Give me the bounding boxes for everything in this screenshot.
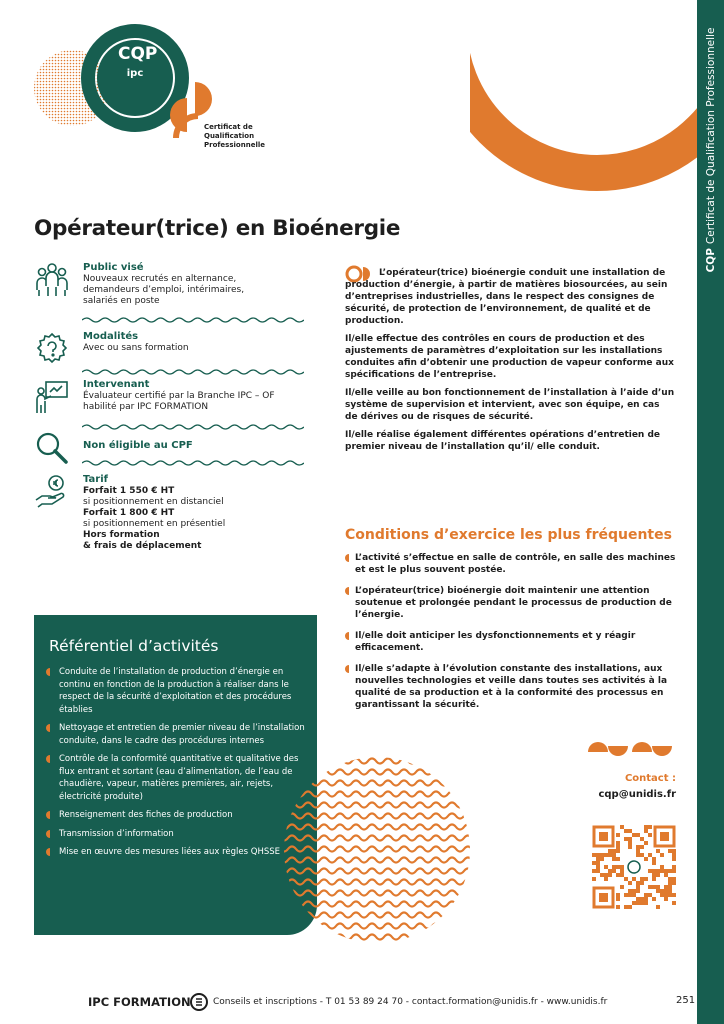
magnifier-icon <box>34 430 70 466</box>
referentiel-item: Renseignement des fiches de production <box>46 809 311 822</box>
intro-text <box>345 267 675 459</box>
qr-cell <box>616 873 620 877</box>
qr-cell <box>644 877 648 881</box>
qr-cell <box>596 861 600 865</box>
qr-cell <box>628 881 632 885</box>
info-public-title: Public visé <box>83 262 144 273</box>
qr-cell <box>632 877 636 881</box>
info-cpf-title: Non éligible au CPF <box>83 440 193 451</box>
qr-cell <box>624 905 628 909</box>
qr-cell <box>628 841 632 845</box>
qr-cell <box>648 833 652 837</box>
info-public-line: demandeurs d’emploi, intérimaires, <box>83 285 245 295</box>
conditions-list <box>345 552 680 720</box>
qr-cell <box>664 873 668 877</box>
qr-cell <box>624 829 628 833</box>
qr-cell <box>636 885 640 889</box>
qr-cell <box>604 865 608 869</box>
qr-cell <box>596 853 600 857</box>
conditions-item: L’activité s’effectue en salle de contrôle, en salle des machines et est le plus souvent postée. <box>345 552 680 576</box>
decorative-wave-circle <box>282 755 472 945</box>
qr-cell <box>640 853 644 857</box>
info-public-line: Nouveaux recrutés en alternance, <box>83 274 237 284</box>
referentiel-item: Conduite de l’installation de production d’énergie en continu en fonction de la production à réaliser dans le respect de la sécurité d’exploitation et des procédures établies <box>46 666 311 716</box>
qr-cell <box>628 889 632 893</box>
qr-cell <box>644 825 648 829</box>
qr-cell <box>660 889 664 893</box>
qr-cell <box>644 857 648 861</box>
qr-cell <box>604 853 608 857</box>
qr-cell <box>672 877 676 881</box>
footer-brand: IPC FORMATION <box>88 995 191 1009</box>
wave-line <box>282 836 472 841</box>
qr-cell <box>652 897 656 901</box>
qr-cell <box>636 901 640 905</box>
qr-cell <box>636 897 640 901</box>
qr-cell <box>628 893 632 897</box>
qr-cell <box>644 829 648 833</box>
wave-line <box>282 858 472 863</box>
qr-cell <box>652 861 656 865</box>
wave-line <box>282 759 472 764</box>
referentiel-item: Mise en œuvre des mesures liées aux règles QHSSE <box>46 846 311 859</box>
qr-cell <box>620 869 624 873</box>
qr-cell <box>656 849 660 853</box>
qr-cell <box>616 905 620 909</box>
info-intervenant-title: Intervenant <box>83 379 150 390</box>
referentiel-list <box>46 666 311 865</box>
qr-cell <box>672 857 676 861</box>
qr-cell <box>656 873 660 877</box>
ipc-formation-logo-icon <box>190 993 208 1011</box>
info-tarif-line: si positionnement en distanciel <box>83 497 224 507</box>
qr-cell <box>628 829 632 833</box>
group-people-icon <box>34 262 70 298</box>
qr-cell <box>656 905 660 909</box>
qr-cell <box>668 877 672 881</box>
qr-code[interactable] <box>592 825 676 909</box>
qr-cell <box>648 853 652 857</box>
page-number: 251 <box>676 995 696 1006</box>
wave-line <box>282 935 472 940</box>
presenter-board-icon <box>34 379 70 415</box>
qr-cell <box>648 869 652 873</box>
qr-cell <box>620 865 624 869</box>
qr-cell <box>632 889 636 893</box>
logo-cqp-text: CQP <box>118 44 158 64</box>
wave-line <box>282 902 472 907</box>
qr-cell <box>640 881 644 885</box>
qr-cell <box>620 873 624 877</box>
qr-cell <box>652 885 656 889</box>
qr-cell <box>664 889 668 893</box>
referentiel-item: Contrôle de la conformité quantitative et qualitative des flux entrant et sortant (eau d’alimentation, de l’eau de chaudière, vapeur, matières premières, air, rejets, électricité produite) <box>46 753 311 803</box>
qr-cell <box>616 841 620 845</box>
wave-line <box>282 803 472 808</box>
qr-cell <box>612 853 616 857</box>
qr-cell <box>672 893 676 897</box>
qr-cell <box>652 873 656 877</box>
qr-cell <box>612 857 616 861</box>
referentiel-title: Référentiel d’activités <box>49 637 219 655</box>
qr-cell <box>636 881 640 885</box>
qr-cell <box>640 877 644 881</box>
info-intervenant-line: habilité par IPC FORMATION <box>83 402 209 412</box>
info-tarif <box>34 474 304 564</box>
info-tarif-line: Forfait 1 550 € HT <box>83 486 175 496</box>
qr-cell <box>640 845 644 849</box>
qr-cell <box>636 849 640 853</box>
qr-cell <box>668 889 672 893</box>
qr-cell <box>592 853 596 857</box>
intro-paragraph: Il/elle veille au bon fonctionnement de l’installation à l’aide d’un système de supervision et intervient, avec son équipe, en cas de dérives ou de risques de sécurité. <box>345 388 675 422</box>
qr-cell <box>640 901 644 905</box>
qr-cell <box>644 841 648 845</box>
gear-question-icon <box>34 331 70 367</box>
cqp-logo <box>30 20 230 160</box>
wave-line <box>282 891 472 896</box>
qr-cell <box>660 865 664 869</box>
qr-cell <box>656 869 660 873</box>
info-public <box>34 262 304 312</box>
qr-cell <box>628 905 632 909</box>
footer <box>88 993 648 1013</box>
side-band-text: Certificat de Qualification Professionnelle <box>704 27 717 245</box>
decorative-orange-ring <box>470 0 697 200</box>
qr-cell <box>664 885 668 889</box>
qr-cell <box>636 889 640 893</box>
info-tarif-line: Forfait 1 800 € HT <box>83 508 175 518</box>
wave-divider <box>82 368 304 376</box>
qr-cell <box>616 893 620 897</box>
side-band-brand: CQP <box>704 248 717 273</box>
qr-cell <box>636 833 640 837</box>
qr-cell <box>656 885 660 889</box>
conditions-title: Conditions d’exercice les plus fréquentes <box>345 527 672 543</box>
footer-contact-info: Conseils et inscriptions - T 01 53 89 24 70 - contact.formation@unidis.fr - www.unidis.fr <box>213 997 608 1007</box>
qr-cell <box>672 881 676 885</box>
qr-cell <box>672 865 676 869</box>
qr-cell <box>600 853 604 857</box>
qr-cell <box>592 877 596 881</box>
info-tarif-line: si positionnement en présentiel <box>83 519 226 529</box>
qr-cell <box>616 845 620 849</box>
qr-cell <box>616 857 620 861</box>
qr-cell <box>596 857 600 861</box>
info-public-line: salariés en poste <box>83 296 160 306</box>
wave-line <box>282 781 472 786</box>
wave-line <box>282 913 472 918</box>
qr-cell <box>652 857 656 861</box>
qr-cell <box>624 893 628 897</box>
qr-cell <box>672 849 676 853</box>
qr-cell <box>644 893 648 897</box>
qr-cell <box>616 897 620 901</box>
wave-line <box>282 792 472 797</box>
decorative-wave-mark <box>586 738 676 760</box>
info-tarif-title: Tarif <box>83 474 108 485</box>
qr-cell <box>620 885 624 889</box>
qr-cell <box>592 861 596 865</box>
contact-email-link[interactable]: cqp@unidis.fr <box>598 789 676 800</box>
side-band-label <box>697 0 724 300</box>
qr-cell <box>660 869 664 873</box>
qr-cell <box>608 849 612 853</box>
qr-cell <box>672 869 676 873</box>
qr-cell <box>644 897 648 901</box>
qr-cell <box>612 869 616 873</box>
qr-cell <box>668 885 672 889</box>
qr-cell <box>636 845 640 849</box>
qr-cell <box>608 873 612 877</box>
intro-paragraph: Il/elle réalise également différentes opérations d’entretien de premier niveau de l’installation qu’il/ elle conduit. <box>345 430 661 452</box>
qr-cell <box>664 897 668 901</box>
info-modalites-title: Modalités <box>83 331 139 342</box>
qr-cell <box>640 897 644 901</box>
qr-cell <box>612 849 616 853</box>
contact-label: Contact : <box>624 773 676 784</box>
wave-line <box>282 924 472 929</box>
qr-cell <box>632 901 636 905</box>
conditions-item: L’opérateur(trice) bioénergie doit maintenir une attention soutenue et prolongée pendant le processus de production de l’énergie. <box>345 585 680 621</box>
qr-cell <box>656 889 660 893</box>
qr-cell <box>648 893 652 897</box>
qr-cell <box>608 853 612 857</box>
qr-cell <box>596 865 600 869</box>
qr-cell <box>664 869 668 873</box>
logo-subtitle: Certificat de Qualification Professionnelle <box>204 123 265 149</box>
qr-cell <box>664 893 668 897</box>
qr-cell <box>672 901 676 905</box>
qr-cell <box>616 849 620 853</box>
referentiel-item: Nettoyage et entretien de premier niveau de l’installation conduite, dans le cadre des procédures internes <box>46 722 311 747</box>
wave-line <box>282 880 472 885</box>
wave-divider <box>82 459 304 467</box>
qr-cell <box>648 885 652 889</box>
qr-cell <box>668 869 672 873</box>
logo-ipc-text: ipc <box>126 68 144 79</box>
qr-cell <box>648 825 652 829</box>
qr-cell <box>620 825 624 829</box>
info-tarif-line: & frais de déplacement <box>83 541 202 551</box>
qr-cell <box>644 901 648 905</box>
qr-cell <box>604 877 608 881</box>
qr-cell <box>632 833 636 837</box>
qr-cell <box>612 865 616 869</box>
qr-cell <box>668 849 672 853</box>
qr-cell <box>592 869 596 873</box>
hand-money-icon <box>34 474 70 510</box>
qr-cell <box>632 893 636 897</box>
qr-cell <box>668 881 672 885</box>
info-intervenant-line: Évaluateur certifié par la Branche IPC – OF <box>83 391 275 401</box>
wave-line <box>282 847 472 852</box>
page-title: Opérateur(trice) en Bioénergie <box>34 216 401 241</box>
wave-line <box>282 814 472 819</box>
info-intervenant <box>34 379 304 419</box>
qr-cell <box>616 833 620 837</box>
info-modalites-line: Avec ou sans formation <box>83 343 189 353</box>
qr-cell <box>652 877 656 881</box>
qr-cell <box>628 845 632 849</box>
referentiel-item: Transmission d’information <box>46 828 311 841</box>
wave-line <box>282 770 472 775</box>
qr-cell <box>624 877 628 881</box>
qr-cell <box>640 837 644 841</box>
qr-cell <box>660 893 664 897</box>
conditions-item: Il/elle doit anticiper les dysfonctionnements et y réagir efficacement. <box>345 630 680 654</box>
qr-cell <box>624 837 628 841</box>
qr-cell <box>616 865 620 869</box>
intro-paragraph: L’opérateur(trice) bioénergie conduit une installation de production d’énergie, à partir de matières biosourcées, au sein d’entreprises industrielles, dans le respect des consignes de sécurité, de protection de l’environnement, de qualité et de production. <box>345 268 668 326</box>
info-modalites <box>34 331 304 367</box>
qr-cell <box>672 853 676 857</box>
qr-cell <box>628 837 632 841</box>
qr-cell <box>608 869 612 873</box>
conditions-item: Il/elle s’adapte à l’évolution constante des installations, aux nouvelles technologies et veille dans toutes ses activités à la qualité de sa production et à la conformité des processus en garantissant la sécurité. <box>345 663 680 711</box>
wave-line <box>282 869 472 874</box>
qr-cell <box>600 857 604 861</box>
intro-paragraph: Il/elle effectue des contrôles en cours de production et des ajustements de paramètres d’exploitation sur les installations conduites afin d’obtenir une production de vapeur conforme aux spécifications de l’entreprise. <box>345 334 674 380</box>
qr-cell <box>596 869 600 873</box>
qr-cell <box>600 873 604 877</box>
qr-cell <box>636 853 640 857</box>
qr-cell <box>668 893 672 897</box>
wave-divider <box>82 316 304 324</box>
wave-line <box>282 825 472 830</box>
qr-cell <box>652 869 656 873</box>
qr-cell <box>604 873 608 877</box>
info-tarif-line: Hors formation <box>83 530 160 540</box>
qr-cell <box>660 853 664 857</box>
